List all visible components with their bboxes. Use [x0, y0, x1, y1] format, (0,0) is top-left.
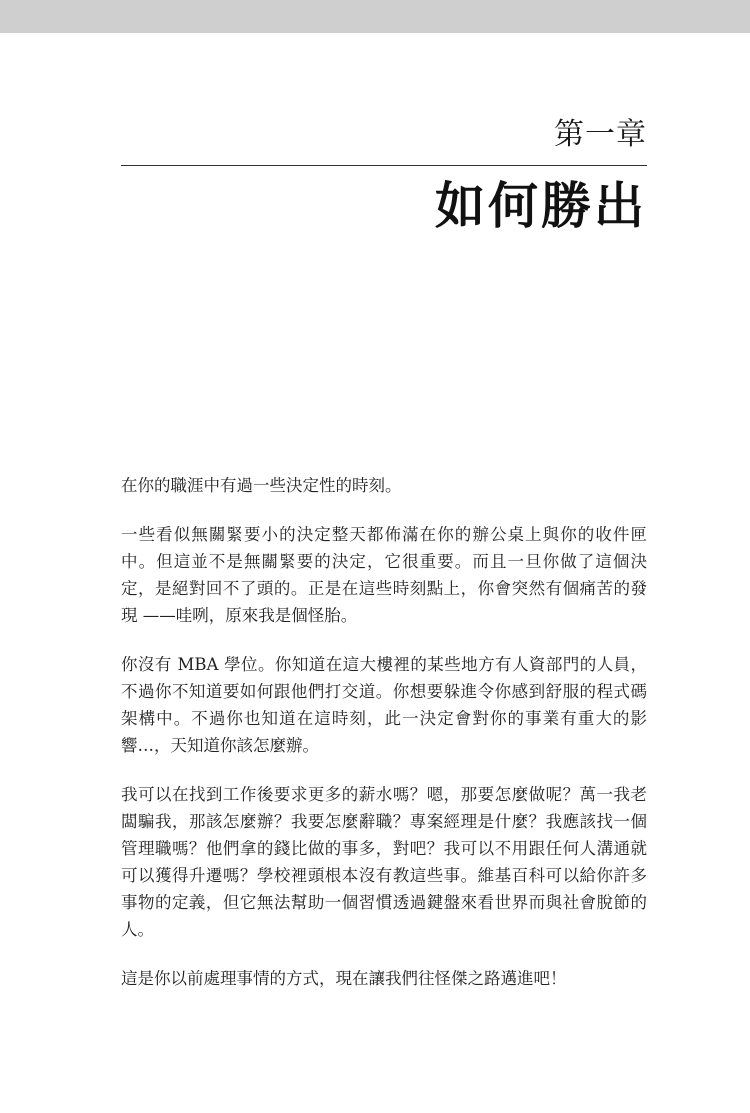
paragraph-5: 這是你以前處理事情的方式，現在讓我們往怪傑之路邁進吧！ [121, 969, 567, 988]
paragraph-3: 你沒有 MBA 學位。你知道在這大樓裡的某些地方有人資部門的人員，不過你不知道要如何跟他們打交道。你想要躲進令你感到舒服的程式碼架構中。不過你也知道在這時刻，此一決定會對你的事業有重大的影響…，天知道你該怎麼辦。 [121, 655, 647, 755]
chapter-divider [121, 165, 647, 166]
paragraph-4: 我可以在找到工作後要求更多的薪水嗎？嗯，那要怎麼做呢？萬一我老闆騙我，那該怎麼辦？我要怎麼辭職？專案經理是什麼？我應該找一個管理職嗎？他們拿的錢比做的事多，對吧？我可以不用跟任何人溝通就可以獲得升遷嗎？學校裡頭根本沒有教這些事。維基百科可以給你許多事物的定義，但它無法幫助一個習慣透過鍵盤來看世界而與社會脫節的人。 [121, 785, 647, 939]
chapter-title: 如何勝出 [435, 177, 647, 235]
paragraph-1: 在你的職涯中有過一些決定性的時刻。 [121, 476, 402, 495]
chapter-label: 第一章 [554, 117, 647, 152]
body-text [121, 472, 647, 1014]
top-band [0, 0, 750, 33]
paragraph-2: 一些看似無關緊要小的決定整天都佈滿在你的辦公桌上與你的收件匣中。但這並不是無關緊要的決定，它很重要。而且一旦你做了這個決定，是絕對回不了頭的。正是在這些時刻點上，你會突然有個痛苦的發現 ——哇咧，原來我是個怪胎。 [121, 525, 647, 625]
